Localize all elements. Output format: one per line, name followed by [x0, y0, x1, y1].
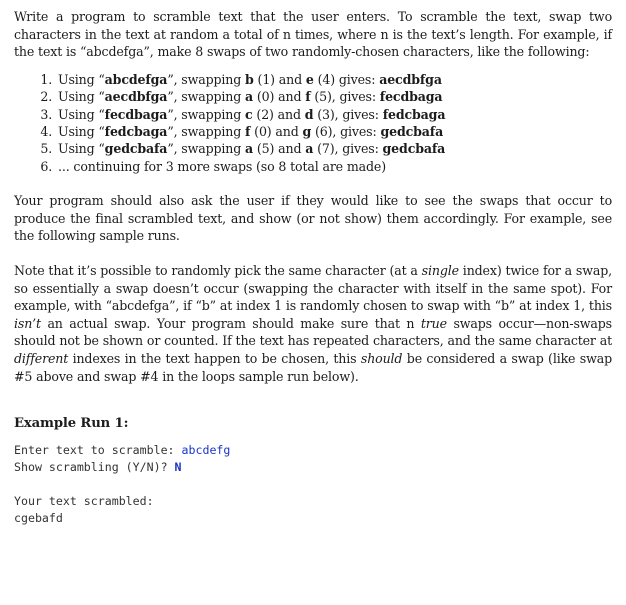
intro-text-3: is the text’s length. For example, if the text is “abcdefga”, make 8 swaps of two randomly-chosen characters, like the following: — [14, 26, 612, 60]
list-item: 4. Using “fedcbaga”, swapping f (0) and g (6), gives: gedcbafa — [56, 123, 612, 140]
example-run-heading: Example Run 1: — [14, 416, 129, 432]
prompt-line-2: Show scrambling (Y/N)? N — [14, 459, 182, 474]
swap-steps-list — [14, 71, 612, 175]
example-run-output-block — [14, 493, 612, 527]
sample-runs-paragraph: Your program should also ask the user if they would like to see the swaps that occur to produce the final scrambled text, and show (or not show) them accordingly. For example, see the following sample runs. — [14, 193, 612, 244]
list-item: 2. Using “aecdbfga”, swapping a (0) and f (5), gives: fecdbaga — [56, 88, 612, 105]
user-input-choice: N — [174, 459, 182, 474]
user-input-text: abcdefg — [181, 442, 231, 457]
intro-n-2: n — [380, 26, 389, 42]
list-item: 5. Using “gedcbafa”, swapping a (5) and a (7), gives: gedcbafa — [56, 140, 612, 157]
list-item: 1. Using “abcdefga”, swapping b (1) and e (4) gives: aecdbfga — [56, 71, 612, 88]
output-value: cgebafd — [14, 511, 63, 526]
list-item: 3. Using “fecdbaga”, swapping c (2) and d (3), gives: fedcbaga — [56, 106, 612, 123]
example-run-input-block — [14, 442, 612, 476]
intro-paragraph — [14, 8, 612, 61]
intro-n-1: n — [282, 26, 291, 42]
prompt-line-1: Enter text to scramble: abcdefg — [14, 442, 231, 457]
list-item: 6. ... continuing for 3 more swaps (so 8 total are made) — [56, 158, 612, 175]
output-label: Your text scrambled: — [14, 494, 154, 509]
non-swap-note-paragraph: Note that it’s possible to randomly pick the same character (at a single index) twice for a swap, so essentially a swap doesn’t occur (swapping the character with itself in the same spot). For example, with “abcdefga”, if “b” at index 1 is randomly chosen to swap with “b” at index 1, this isn’t an actual swap. Your program should make sure that n true swaps occur—non-swaps should not be shown or counted. If the text has repeated characters, and the same character at different indexes in the text happen to be chosen, this should be considered a swap (like swap #5 above and swap #4 in the loops sample run below). — [14, 263, 612, 384]
intro-text-2: times, where — [290, 26, 381, 42]
intro-text-1: Write a program to scramble text that the user enters. To scramble the text, swap two characters in the text at random a total of — [14, 9, 612, 42]
